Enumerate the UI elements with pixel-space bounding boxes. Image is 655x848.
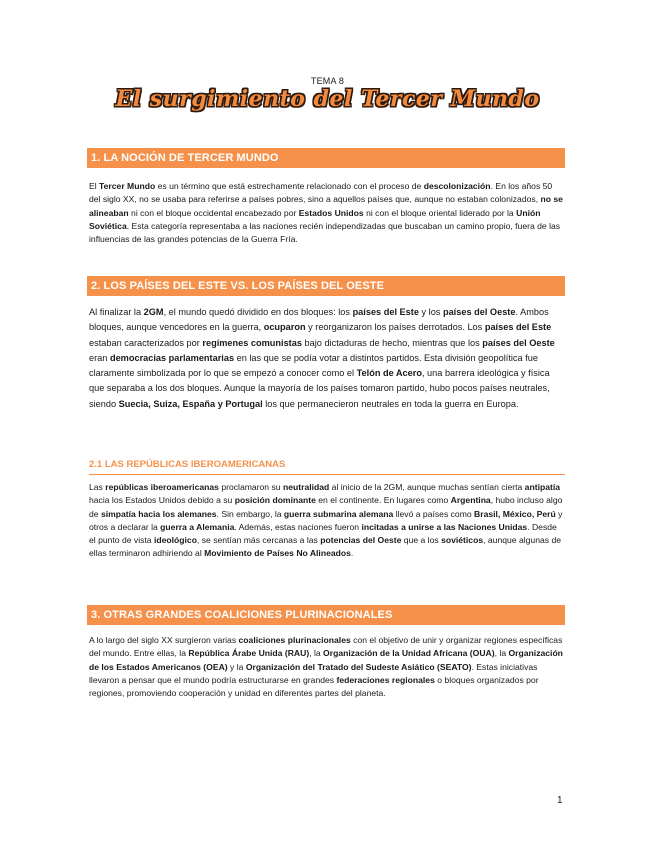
section-body-3: A lo largo del siglo XX surgieron varias coaliciones plurinacionales con el objetivo de unir y organizar regiones específicas del mundo. Entre ellas, la República Árabe Unida (RAU), la Organización de la Unidad Africana (OUA), la Organización de los Estados Americanos (OEA) y la Organización del Tratado del Sudeste Asiático (SEATO). Estas iniciativas llevaron a pensar que el mundo podría estructurarse en grandes federaciones regionales o bloques organizados por regiones, promoviendo cooperación y unidad en diferentes partes del planeta. — [89, 635, 563, 699]
page-title: El surgimiento del Tercer Mundo — [115, 86, 540, 112]
section-body-1: El Tercer Mundo es un término que está estrechamente relacionado con el proceso de descolonización. En los años 50 del siglo XX, no se usaba para referirse a países pobres, sino a aquellos países que, aunque no estaban colonizados, no se alineaban ni con el bloque occidental encabezado por Estados Unidos ni con el bloque oriental liderado por la Unión Soviética. Esta categoría representaba a las naciones recién independizadas que buscaban un camino propio, fuera de las influencias de las grandes potencias de la Guerra Fría. — [89, 181, 563, 245]
subsection-body-2-1: Las repúblicas iberoamericanas proclamaron su neutralidad al inicio de la 2GM, aunque muchas sentían cierta antipatía hacia los Estados Unidos debido a su posición dominante en el continente. En lugares como Argentina, hubo incluso algo de simpatía hacia los alemanes. Sin embargo, la guerra submarina alemana llevó a países como Brasil, México, Perú y otros a declarar la guerra a Alemania. Además, estas naciones fueron incitadas a unirse a las Naciones Unidas. Desde el punto de vista ideológico, se sentían más cercanas a las potencias del Oeste que a los soviéticos, aunque algunas de ellas terminaron adhiriendo al Movimiento de Países No Alineados. — [89, 482, 563, 559]
section-heading-3: 3. OTRAS GRANDES COALICIONES PLURINACIONALES — [87, 605, 565, 625]
section-body-2: Al finalizar la 2GM, el mundo quedó dividido en dos bloques: los países del Este y los países del Oeste. Ambos bloques, aunque vencedores en la guerra, ocuparon y reorganizaron los países derrotados. Los países del Este estaban caracterizados por regímenes comunistas bajo dictaduras de hecho, mientras que los países del Oeste eran democracias parlamentarias en las que se podía votar a distintos partidos. Esta división geopolítica fue claramente simbolizada por lo que se empezó a conocer como el Telón de Acero, una barrera ideológica y física que separaba a los dos bloques. Aunque la mayoría de los países tomaron partido, hubo pocos países neutrales, siendo Suecia, Suiza, España y Portugal los que permanecieron neutrales en toda la guerra en Europa. — [89, 307, 555, 409]
page-number: 1 — [557, 795, 563, 806]
section-heading-2: 2. LOS PAÍSES DEL ESTE VS. LOS PAÍSES DEL OESTE — [87, 276, 565, 296]
topic-label: TEMA 8 — [310, 76, 345, 86]
subsection-heading-2-1: 2.1 LAS REPÚBLICAS IBEROAMERICANAS — [89, 459, 565, 475]
section-heading-1: 1. LA NOCIÓN DE TERCER MUNDO — [87, 148, 565, 168]
